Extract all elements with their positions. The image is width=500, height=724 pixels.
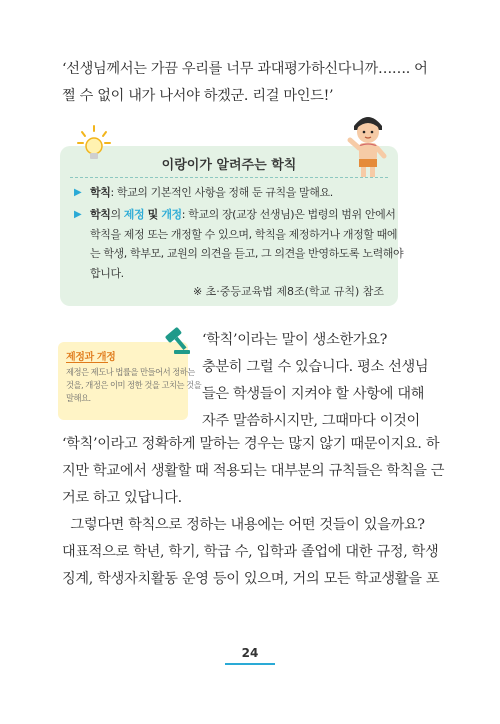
text-line: 합니다. xyxy=(90,266,124,280)
character-illustration xyxy=(346,112,390,178)
keyword: 개정 xyxy=(161,208,182,221)
page-number: 24 xyxy=(241,646,259,660)
text-line: : 학교의 기본적인 사항을 정해 둔 규칙을 말해요. xyxy=(110,186,333,199)
side-note-title: 제정과 개정 xyxy=(66,352,116,363)
text-line: 자주 말씀하시지만, 그때마다 이것이 xyxy=(202,413,420,429)
text-line: 말해요. xyxy=(66,393,91,403)
term: 학칙 xyxy=(90,186,111,199)
text-line: 거로 하고 있답니다. xyxy=(62,490,182,506)
text-line: 충분히 그럴 수 있습니다. 평소 선생님 xyxy=(202,359,429,375)
particle: 및 xyxy=(144,208,162,221)
body-paragraph-right xyxy=(202,327,428,435)
keyword: 제정 xyxy=(123,208,145,221)
reference-note: ※ 초·중등교육법 제8조(학교 규칙) 참조 xyxy=(192,285,384,298)
text-line: 것을, 개정은 이미 정한 것을 고치는 것을 xyxy=(66,380,202,390)
text-line: ‘학칙’이라고 정확하게 말하는 경우는 많지 않기 때문이지요. 하 xyxy=(62,436,440,452)
gavel-icon xyxy=(160,326,192,356)
side-note-text xyxy=(66,366,201,405)
text-line: 그렇다면 학칙으로 정하는 내용에는 어떤 것들이 있을까요? xyxy=(62,517,425,533)
bullet-icon: ▶ xyxy=(74,187,82,198)
divider xyxy=(66,362,108,363)
page-number-underline xyxy=(225,663,275,665)
lightbulb-icon xyxy=(76,124,112,164)
intro-paragraph xyxy=(62,56,428,110)
text-line: 학칙을 제정 또는 개정할 수 있으며, 학칙을 제정하거나 개정할 때에 xyxy=(90,227,398,241)
text-line: 는 학생, 학부모, 교원의 의견을 듣고, 그 의견을 반영하도록 노력해야 xyxy=(90,247,404,261)
text-line: ‘학칙’이라는 말이 생소한가요? xyxy=(202,332,388,348)
body-paragraph xyxy=(62,512,439,593)
bullet-icon: ▶ xyxy=(74,209,82,220)
term: 학칙 xyxy=(90,208,111,221)
text-line: 쩔 수 없이 내가 나서야 하겠군. 리걸 마인드!’ xyxy=(62,88,334,104)
text-line: 들은 학생들이 지켜야 할 사항에 대해 xyxy=(202,386,425,402)
text-line: ‘선생님께서는 가끔 우리를 너무 과대평가하신다니까……. 어 xyxy=(62,61,428,77)
divider xyxy=(70,177,388,178)
text-line: 대표적으로 학년, 학기, 학급 수, 입학과 졸업에 대한 규정, 학생 xyxy=(62,544,439,560)
text-line: 지만 학교에서 생활할 때 적용되는 대부분의 규칙들은 학칙을 근 xyxy=(62,463,445,479)
body-paragraph xyxy=(62,431,444,512)
text-line: : 학교의 장(교장 선생님)은 법령의 범위 안에서 xyxy=(181,208,396,221)
info-item-2 xyxy=(90,205,403,283)
particle: 의 xyxy=(110,208,124,221)
info-item-1 xyxy=(90,183,333,203)
text-line: 제정은 제도나 법률을 만들어서 정하는 xyxy=(66,367,195,377)
info-box-title: 이랑이가 알려주는 학칙 xyxy=(161,158,297,173)
text-line: 징계, 학생자치활동 운영 등이 있으며, 거의 모든 학교생활을 포 xyxy=(62,571,440,587)
